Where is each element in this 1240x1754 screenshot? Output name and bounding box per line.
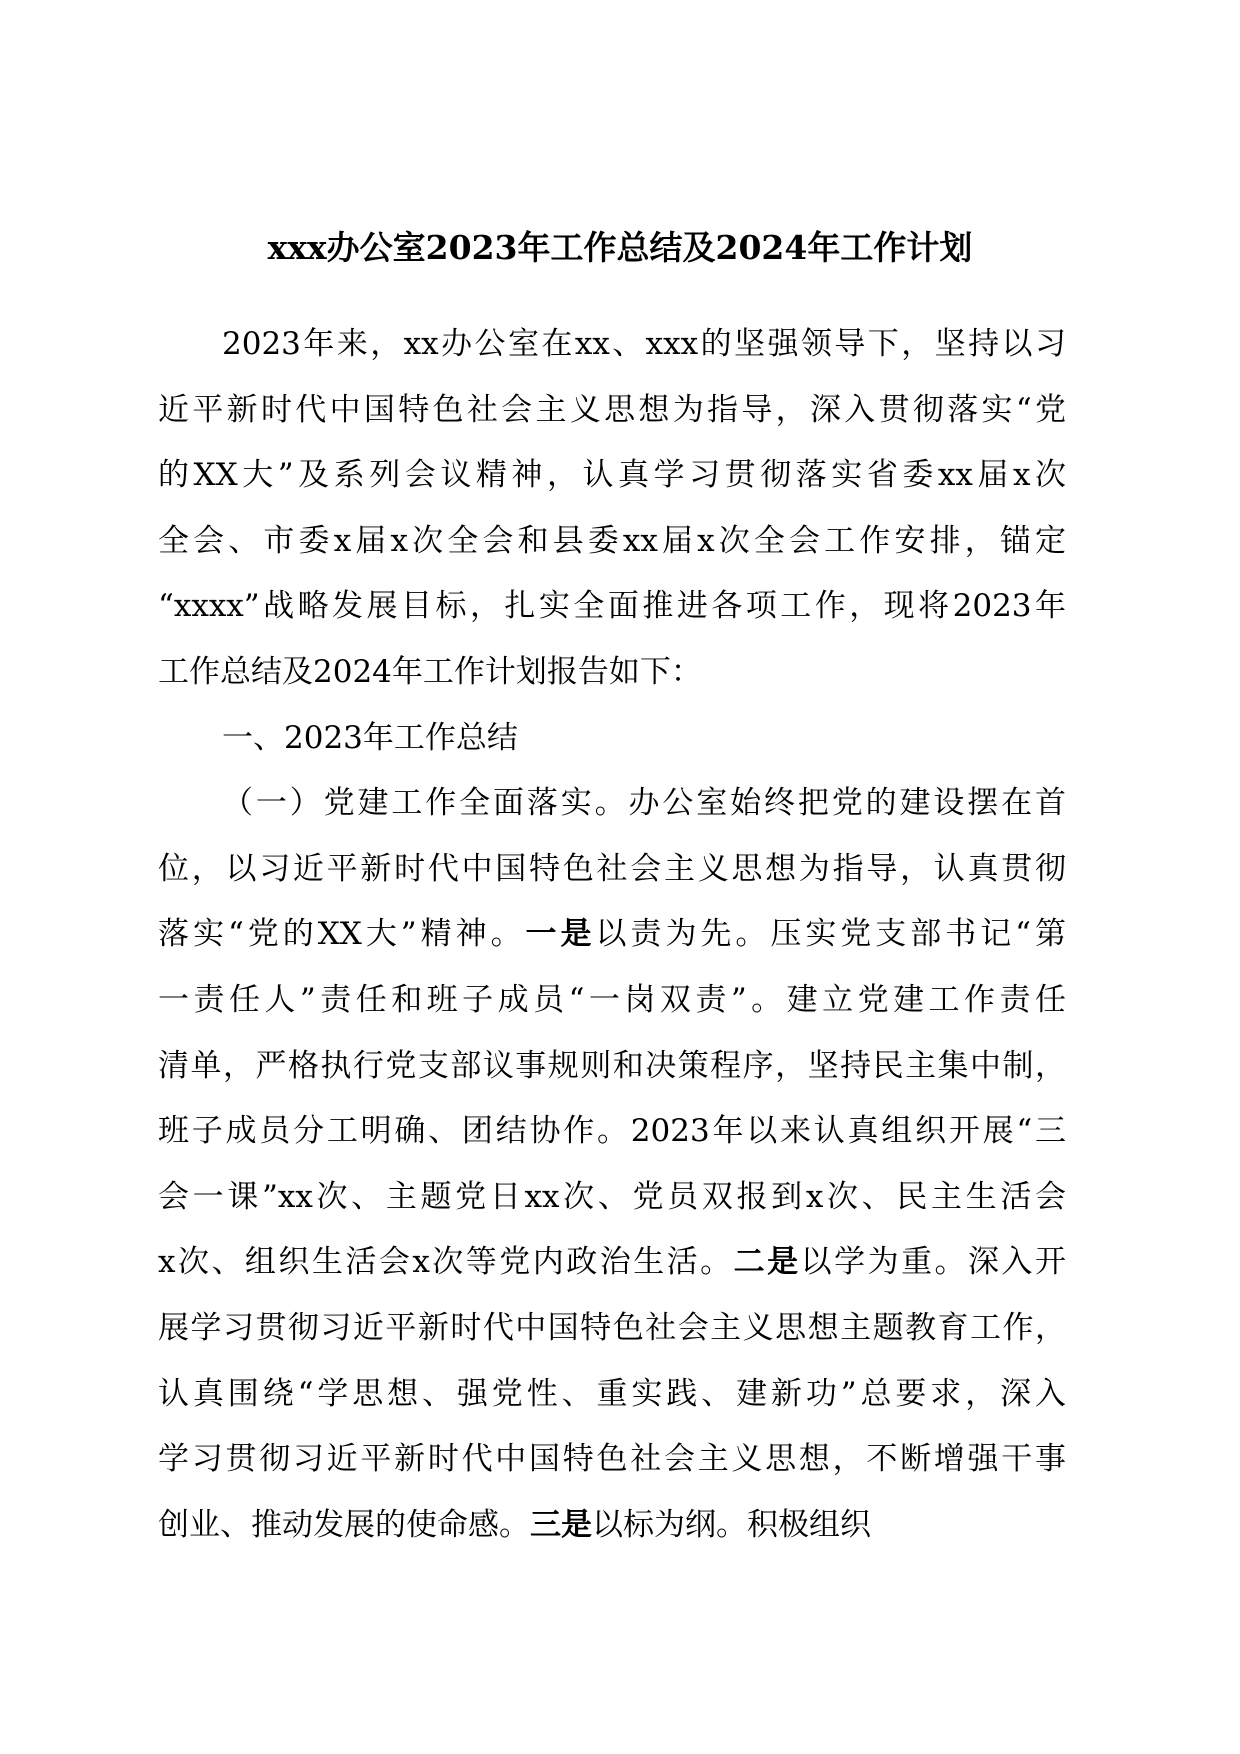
text-segment: 全会、市委x届x次全会和县委xx届x次全会工作安排，锚定 — [158, 522, 1066, 559]
text-segment: x次、组织生活会x次等党内政治生活。 — [158, 1244, 734, 1281]
text-line — [158, 902, 1066, 968]
text-line — [158, 968, 1066, 1034]
text-line — [158, 1493, 1066, 1559]
text-line — [158, 837, 1066, 903]
text-line — [158, 1165, 1066, 1231]
text-line — [158, 1362, 1066, 1428]
text-segment: （一）党建工作全面落实。办公室始终把党的建设摆在首 — [222, 785, 1066, 822]
text-segment: 展学习贯彻习近平新时代中国特色社会主义思想主题教育工作， — [158, 1309, 1066, 1346]
document-title: xxx办公室2023年工作总结及2024年工作计划 — [267, 228, 973, 267]
text-line — [158, 1034, 1066, 1100]
text-segment: 一责任人”责任和班子成员“一岗双责”。建立党建工作责任 — [158, 981, 1066, 1018]
text-segment: 清单，严格执行党支部议事规则和决策程序，坚持民主集中制， — [158, 1047, 1066, 1084]
text-segment: 学习贯彻习近平新时代中国特色社会主义思想，不断增强干事 — [158, 1441, 1066, 1478]
bold-lead-text: 三是 — [530, 1506, 592, 1543]
text-segment: 以责为先。压实党支部书记“第 — [595, 916, 1066, 953]
text-line — [158, 1296, 1066, 1362]
text-line — [158, 574, 1066, 640]
text-line — [158, 640, 1066, 706]
text-segment: 会一课”xx次、主题党日xx次、党员双报到x次、民主生活会 — [158, 1178, 1066, 1215]
bold-lead-text: 一是 — [525, 916, 596, 953]
text-line — [158, 509, 1066, 575]
text-segment: “xxxx”战略发展目标，扎实全面推进各项工作，现将2023年 — [158, 588, 1066, 625]
text-line — [158, 706, 1066, 772]
text-segment: 落实“党的XX大”精神。 — [158, 916, 526, 953]
text-segment: 一、2023年工作总结 — [222, 719, 518, 756]
text-line — [158, 443, 1066, 509]
text-segment: 工作总结及2024年工作计划报告如下： — [158, 653, 702, 690]
text-segment: 2023年来，xx办公室在xx、xxx的坚强领导下，坚持以习 — [222, 326, 1066, 362]
text-line — [158, 1427, 1066, 1493]
text-segment: 以学为重。深入开 — [800, 1244, 1067, 1281]
text-segment: 位，以习近平新时代中国特色社会主义思想为指导，认真贯彻 — [158, 850, 1066, 887]
text-segment: 创业、推动发展的使命感。 — [158, 1506, 530, 1543]
text-line — [158, 1230, 1066, 1296]
document-body — [158, 312, 1066, 1558]
bold-lead-text: 二是 — [733, 1244, 801, 1281]
text-segment: 班子成员分工明确、团结协作。2023年以来认真组织开展“三 — [158, 1113, 1066, 1150]
text-line — [158, 1099, 1066, 1165]
text-line — [158, 378, 1066, 444]
text-segment: 的XX大”及系列会议精神，认真学习贯彻落实省委xx届x次 — [158, 457, 1066, 494]
text-segment: 近平新时代中国特色社会主义思想为指导，深入贯彻落实“党 — [158, 391, 1066, 428]
text-segment: 以标为纲。积极组织 — [592, 1506, 871, 1543]
text-line — [158, 771, 1066, 837]
text-segment: 认真围绕“学思想、强党性、重实践、建新功”总要求，深入 — [158, 1375, 1066, 1412]
text-line — [158, 312, 1066, 378]
